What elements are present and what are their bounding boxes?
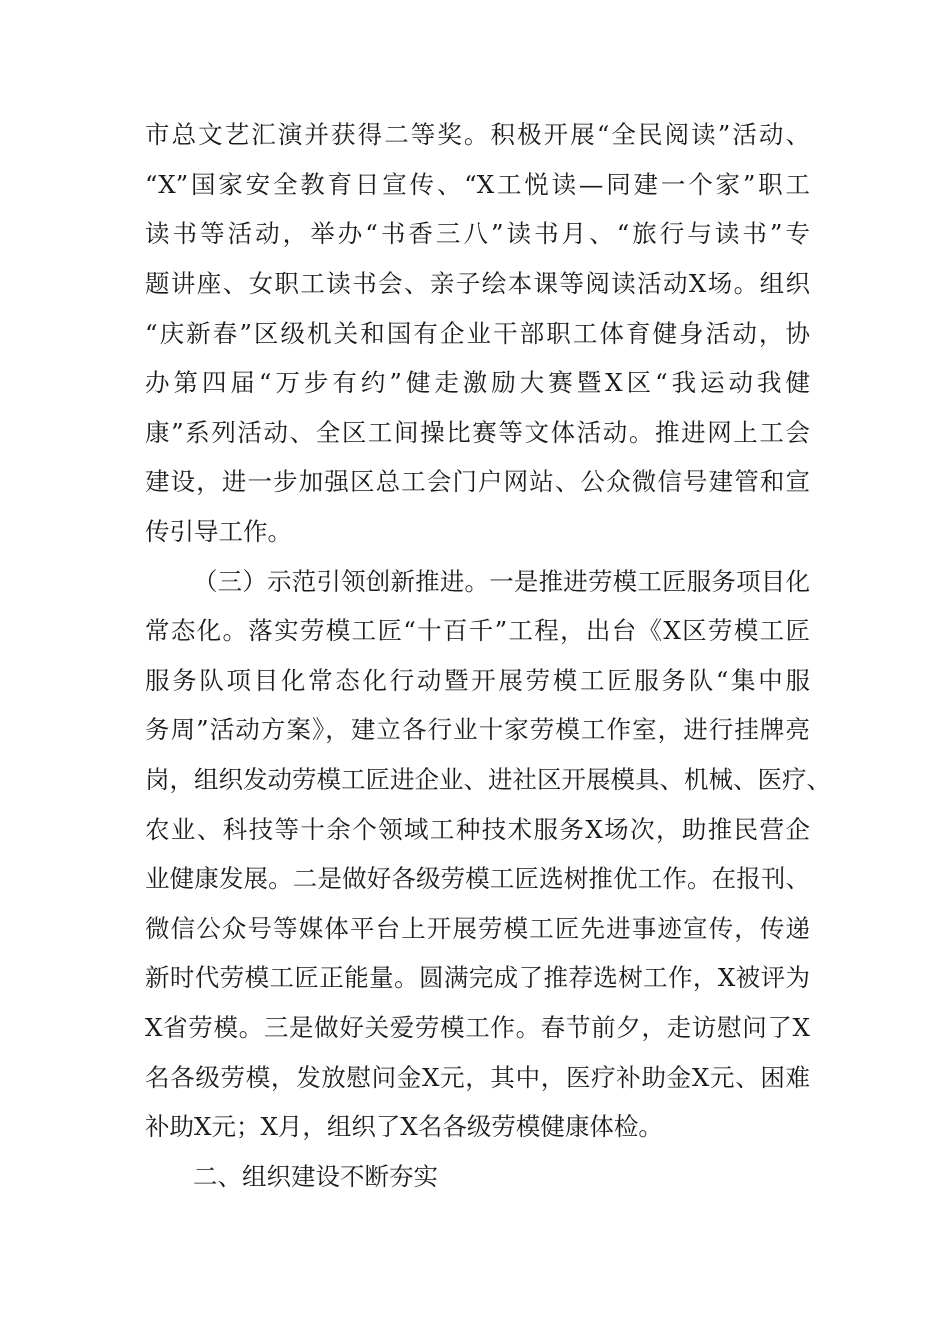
body-text-line: “庆新春”区级机关和国有企业干部职工体育健身活动，协: [145, 319, 810, 348]
body-text-line: 读书等活动，举办“书香三八”读书月、“旅行与读书”专: [145, 219, 810, 248]
body-text-line: 常态化。落实劳模工匠“十百千”工程，出台《X区劳模工匠: [145, 616, 810, 645]
section-heading: 二、组织建设不断夯实: [193, 1162, 438, 1191]
body-text-line: “X”国家安全教育日宣传、“X工悦读—同建一个家”职工: [145, 170, 810, 199]
body-text-line: 农业、科技等十余个领域工种技术服务X场次，助推民营企: [145, 815, 810, 844]
body-text-line: 微信公众号等媒体平台上开展劳模工匠先进事迹宣传，传递: [145, 914, 810, 943]
body-text-line: 市总文艺汇演并获得二等奖。积极开展“全民阅读”活动、: [145, 120, 810, 149]
body-text-line: 建设，进一步加强区总工会门户网站、公众微信号建管和宣: [145, 467, 810, 496]
body-text-line: 名各级劳模，发放慰问金X元，其中，医疗补助金X元、困难: [145, 1063, 810, 1092]
body-text-line: 康”系列活动、全区工间操比赛等文体活动。推进网上工会: [145, 418, 810, 447]
body-text-line: 岗，组织发动劳模工匠进企业、进社区开展模具、机械、医疗、: [145, 765, 831, 794]
body-text-line: 务周”活动方案》，建立各行业十家劳模工作室，进行挂牌亮: [145, 715, 810, 744]
body-text-line: 新时代劳模工匠正能量。圆满完成了推荐选树工作，X被评为: [145, 963, 810, 992]
body-text-line: 传引导工作。: [145, 517, 292, 546]
body-text-line: 服务队项目化常态化行动暨开展劳模工匠服务队“集中服: [145, 666, 810, 695]
body-text-line: 题讲座、女职工读书会、亲子绘本课等阅读活动X场。组织: [145, 269, 810, 298]
body-text-line: 补助X元；X月，组织了X名各级劳模健康体检。: [145, 1112, 663, 1141]
section-heading-line: （三）示范引领创新推进。一是推进劳模工匠服务项目化: [193, 567, 810, 596]
body-text-line: 业健康发展。二是做好各级劳模工匠选树推优工作。在报刊、: [145, 864, 810, 893]
body-text-line: X省劳模。三是做好关爱劳模工作。春节前夕，走访慰问了X: [145, 1013, 810, 1042]
body-text-line: 办第四届“万步有约”健走激励大赛暨X区“我运动我健: [145, 368, 810, 397]
